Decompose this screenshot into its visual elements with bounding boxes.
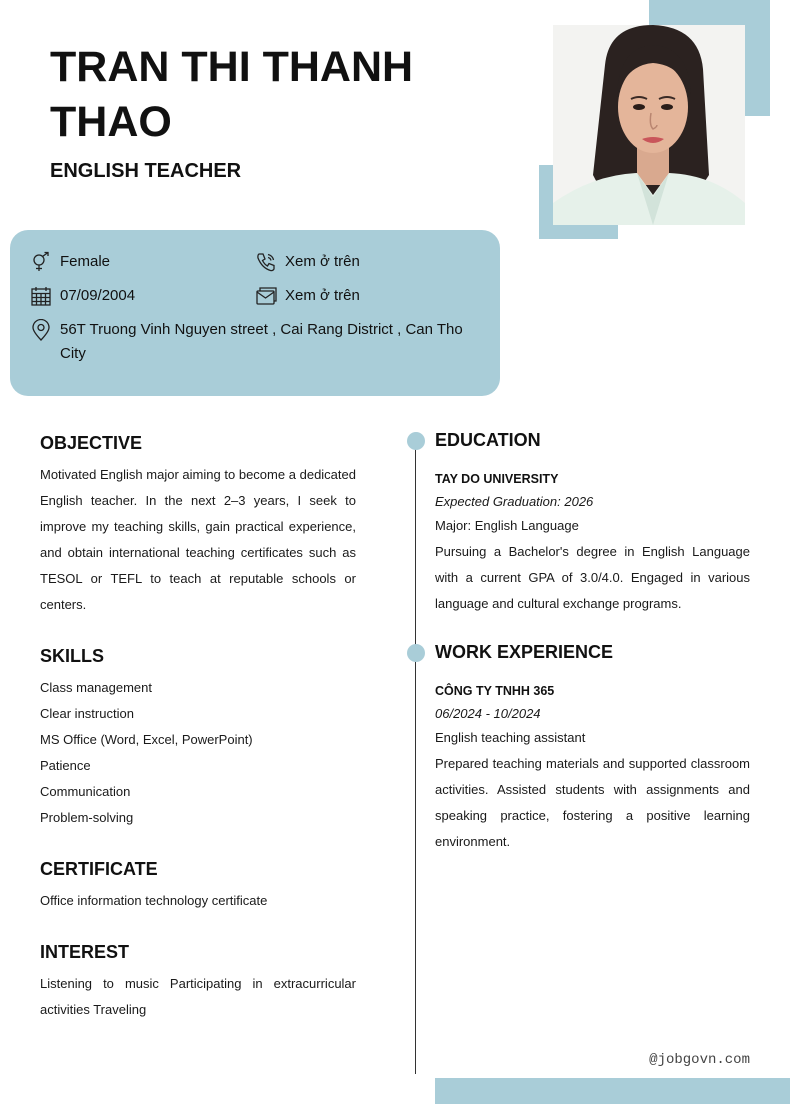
objective-text: Motivated English major aiming to become a dedicated English teacher. In the next 2–3 years, I seek to improve my teaching skills, gain practical experience, and obtain international teaching certificates such as TESOL or TEFL to teach at reputable schools or centers. <box>40 467 356 612</box>
watermark: @jobgovn.com <box>649 1052 750 1068</box>
objective-title: OBJECTIVE <box>40 433 143 453</box>
candidate-role: ENGLISH TEACHER <box>50 160 242 182</box>
skills-title: SKILLS <box>40 646 105 666</box>
address-text: 56T Truong Vinh Nguyen street , Cai Rang District , Can Tho City <box>60 321 463 362</box>
work-position: English teaching assistant <box>435 730 586 745</box>
education-title: EDUCATION <box>435 430 541 450</box>
work-date: 06/2024 - 10/2024 <box>435 706 541 721</box>
timeline-dot-work <box>407 644 425 662</box>
birthday-item <box>30 284 135 308</box>
skills-list <box>40 675 356 831</box>
skill-item: Class management <box>40 680 152 695</box>
gender-text: Female <box>60 253 111 270</box>
work-company: CÔNG TY TNHH 365 <box>435 684 555 698</box>
skill-item: Patience <box>40 758 91 773</box>
skill-item: Problem-solving <box>40 810 134 825</box>
interest-title: INTEREST <box>40 942 130 962</box>
phone-text: Xem ở trên <box>285 253 360 270</box>
work-description: Prepared teaching materials and supported classroom activities. Assisted students with assignments and speaking practice, fostering a positive learning environment. <box>435 756 750 849</box>
education-description: Pursuing a Bachelor's degree in English Language with a current GPA of 3.0/4.0. Engaged in various language and cultural exchange programs. <box>435 544 750 611</box>
skill-item: MS Office (Word, Excel, PowerPoint) <box>40 732 253 747</box>
phone-icon <box>255 251 277 273</box>
mail-icon <box>255 285 277 307</box>
photo-frame-right <box>745 0 770 116</box>
skill-item: Clear instruction <box>40 706 134 721</box>
footer-bar <box>435 1078 790 1104</box>
profile-photo <box>553 25 745 225</box>
timeline-dot-education <box>407 432 425 450</box>
gender-icon <box>30 251 52 273</box>
work-title: WORK EXPERIENCE <box>435 642 614 662</box>
candidate-name: TRAN THI THANH THAO <box>50 43 414 146</box>
photo-frame-bottom <box>539 225 618 239</box>
education-major: Major: English Language <box>435 518 579 533</box>
certificate-text: Office information technology certificate <box>40 893 268 908</box>
location-pin-icon <box>30 319 52 341</box>
email-text: Xem ở trên <box>285 287 360 304</box>
certificate-title: CERTIFICATE <box>40 859 158 879</box>
gender-item <box>30 250 110 274</box>
education-date: Expected Graduation: 2026 <box>435 494 594 509</box>
timeline-line <box>415 441 416 1074</box>
skill-item: Communication <box>40 784 131 799</box>
calendar-icon <box>30 285 52 307</box>
birthday-text: 07/09/2004 <box>60 287 136 304</box>
email-item <box>255 284 360 308</box>
address-item <box>30 318 470 366</box>
phone-item <box>255 250 360 274</box>
interest-text: Listening to music Participating in extracurricular activities Traveling <box>40 976 356 1017</box>
education-school: TAY DO UNIVERSITY <box>435 472 559 486</box>
